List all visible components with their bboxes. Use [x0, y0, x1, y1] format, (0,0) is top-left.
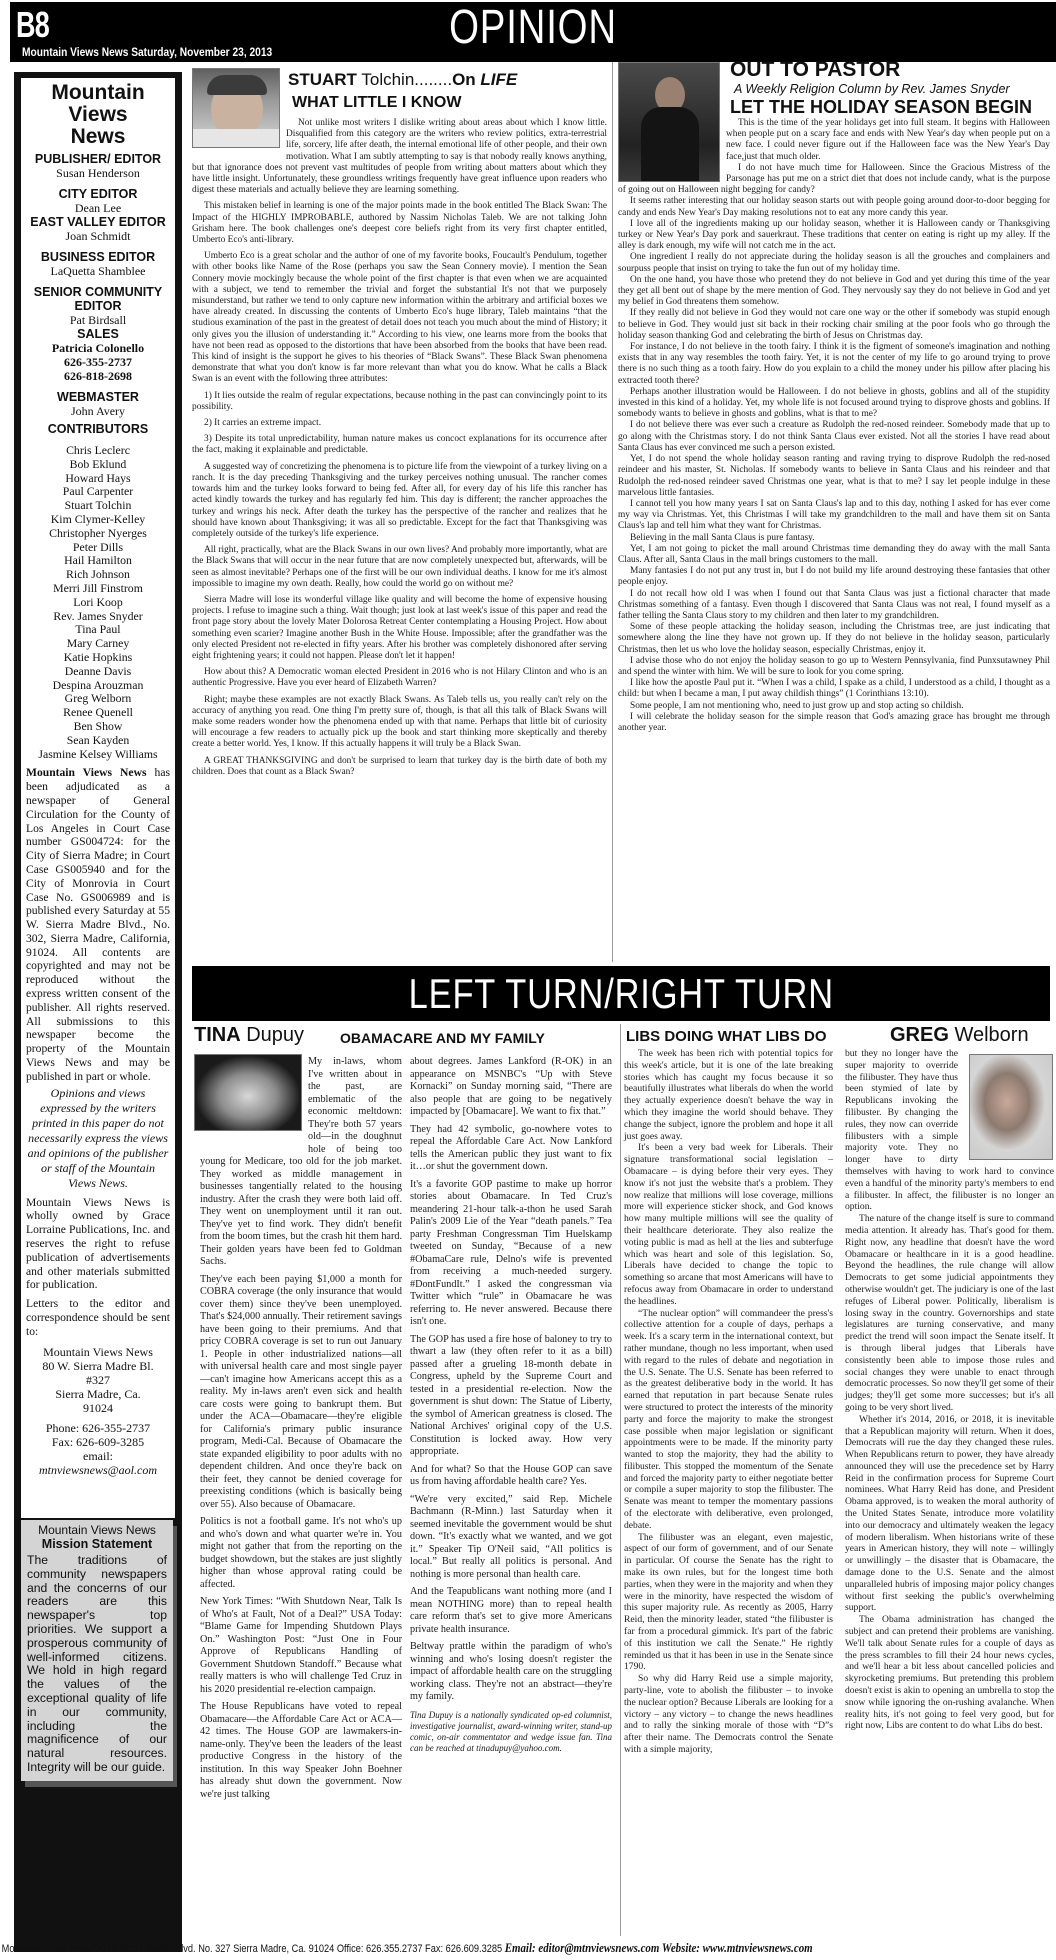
- email-link[interactable]: mtnviewsnews@aol.com: [38, 1462, 158, 1477]
- contributor: Peter Dills: [72, 539, 124, 554]
- contributor: Ben Show: [73, 718, 123, 733]
- adjudication-notice: Mountain Views News has been adjudicated as a newspaper of General Circulation for the County of Los Angeles in Court Case number GS004724: for the City of Sierra Madre; in Court Case GS005940 and for the City of Monrovia in Court Case No. GS006989 and is published every Saturday at 55 W. Sierra Madre Blvd., No. 302, Sierra Madre, California, 91024. All contents are copyrighted and may not be reproduced without the express written consent of the publisher. All rights reserved. All submissions to this newspaper become the property of the Mountain Views News and may be published in part or whole.: [26, 766, 170, 1083]
- article-body: [200, 1056, 612, 1806]
- column-kicker: OUT TO PASTOR: [730, 58, 901, 81]
- author-photo-dupuy: [194, 1054, 302, 1131]
- contributor: Deanne Davis: [64, 663, 132, 678]
- contributor: Tina Paul: [75, 622, 121, 637]
- contributor: Paul Carpenter: [62, 484, 134, 499]
- dateline: Mountain Views News Saturday, November 23, 2013: [22, 45, 273, 59]
- footer-contact-info: Mountain Views News 80 W Sierra Madre Blvd. No. 327 Sierra Madre, Ca. 91024 Office: 626.355.2737 Fax: 626.609.3285: [1, 1943, 505, 1955]
- headline: LIBS DOING WHAT LIBS DO: [626, 1028, 827, 1045]
- article-column: about degrees. James Lankford (R-OK) in an appearance on MSNBC's “Up with Steve Kornacki” on Sunday morning said, “There are also people that are going to be negatively impacted by [Obamacare]. We want to fix that.” They had 42 symbolic, go-nowhere votes to repeal the Affordable Care Act. Now Lankford tells the American public they just want to fix it…or shut the government down. It's a favorite GOP pastime to make up horror stories about Obamacare. In Ted Cruz's meandering 21-hour talk-a-thon he used Sarah Palin's 2009 Lie of the Year “death panels.” Tea party Freshman Congressman Tim Huelskamp tweeted on Sunday, “Because of a new #ObamaCare rule, Delno's wife is prevented from receiving a much-needed surgery. #DontFundIt.” I asked the congressman via Twitter which “rule” in Obamacare he was referring to. He never answered. Because there isn't one. The GOP has used a fire hose of baloney to try to thwart a law (they often refer to it as a bill) passed after a grueling 18-month debate in Congress, upheld by the Supreme Court and tested in a presidential re-election. Now the government is shut down: The Statue of Liberty, the symbol of American greatness is closed. The National Archives' original copy of the U.S. Constitution is locked away. How very appropriate. And for what? So that the House GOP can save us from having affordable health care? Yes. “We're very excited,” said Rep. Michele Bachmann (R-Minn.) last Saturday when it seemed inevitable the government would be shut down. “It's exactly what we wanted, and we got it.” Speaker Tip O'Neil said, “All politics is local.” But really all politics is personal. And nothing is more personal than health care. And the Teapublicans want nothing more (and I mean NOTHING more) than to repeal health care reform that's set to give more Americans private health insurance. Beltway prattle within the paradigm of who's winning and who's losing doesn't register the impact of affordable health care on the struggling working class. They're not an abstract—they're my family. Tina Dupuy is a nationally syndicated op-ed columnist, investigative journalist, award-winning writer, stand-up comic, on-air commentator and wedge issue fan. Tina can be reached at tinadupuy@yahoo.com.: [410, 1056, 612, 1754]
- mailing-address: Mountain Views News 80 W. Sierra Madre Bl. #327 Sierra Madre, Ca. 91024: [42, 1344, 154, 1415]
- contributor: Bob Eklund: [69, 456, 127, 471]
- mission-statement: Mountain Views News Mission Statement The traditions of community newspapers and the concerns of our readers are this newspaper's top priorities. We support a prosperous community of well-informed citizens. We hold in high regard the values of the exceptional quality of life in our community, including the magnificence of our natural resources. Integrity will be our guide.: [21, 1520, 173, 1781]
- byline: TINA Dupuy: [194, 1024, 305, 1046]
- contributors-heading: CONTRIBUTORS: [47, 422, 149, 436]
- contributor: Stuart Tolchin: [64, 498, 132, 513]
- contributor: Kim Clymer-Kelley: [50, 511, 146, 526]
- phone: Phone: 626-355-2737: [45, 1420, 151, 1435]
- contributor: Greg Welborn: [64, 691, 132, 706]
- column-tagline: A Weekly Religion Column by Rev. James Snyder: [734, 82, 1010, 96]
- contributor: Lori Koop: [73, 594, 123, 609]
- contact-info: Phone: 626-355-2737 Fax: 626-609-3285 email: mtnviewsnews@aol.com: [26, 1421, 170, 1477]
- contributor: Hail Hamilton: [64, 553, 132, 568]
- role-webmaster: WEBMASTER: [57, 390, 139, 404]
- headline: WHAT LITTLE I KNOW: [292, 94, 462, 111]
- contributor: Rich Johnson: [66, 567, 130, 582]
- staff-name: John Avery: [70, 404, 126, 418]
- author-photo-welborn: [969, 1054, 1053, 1160]
- section-title: OPINION: [449, 1, 617, 54]
- role-sales: SALES: [77, 327, 119, 341]
- staff-name: Dean Lee: [74, 201, 122, 215]
- fax: Fax: 626-609-3285: [51, 1434, 145, 1449]
- article-column: but they no longer have the super majority to override the filibuster. They have thus been stymied of late by Republicans invoking the filibuster. By changing the rules, they now can override filibusters with a simple majority vote. They no longer have to dirty themselves with having to work hard to convince even a handful of the minority party's members to end a filibuster. In affect, the filibuster is no longer an option. The nature of the change itself is sure to command media attention. It already has. That's good for them. Right now, any headline that doesn't have the word Obamacare or healthcare in it is a good headline. Beyond the headlines, the rule change will allow Democrats to get some judicial appointments they otherwise wouldn't get. The judiciary is one of the last refuges of Liberal power. Politically, liberalism is losing sway in the country. Governorships and state legislatures are turning conservative, and many predict the trend will soon impact the Senate itself. It is through liberal judges that Liberals have consistently been able to impose those rules and social changes they were unable to enact through democratic processes. So now they'll get some of their judges; they'll get some more successes; but it's all going to be very short lived. Whether it's 2014, 2016, or 2018, it is inevitable that a Republican majority will return. When it does, Democrats will rue the day they changed these rules. When Republicans return to power, they have already announced they will use the precedence set by Harry Reid in the confirmation process for Supreme Court nominees. What Harry Reid has done, and President Obama approved, is to weaken the moral authority of the United States Senate, introduce more volatility into our democracy and ultimately weaken the legacy of modern liberalism. When historians write of these years in American history, they will note – willingly or unwillingly – the disaster that is Obamacare, the damage done to the U.S. Senate and the almost unparalleled hubris of imposing major policy changes without first seeking the public's overwhelming support. The Obama administration has changed the subject and can pretend their problems are vanishing. We'll talk about Senate rules for a couple of days as the press scrambles to fill their 24 hour news cycles, and we'll hear a bit less about cancelled policies and skyrocketing premiums. But pretending this problem doesn't exist is akin to opening an umbrella to stop the snow while ignoring the on-rushing avalanche. When reality hits, it's not going to feel very good, but for right now, Libs are content to do what Libs do best.: [845, 1048, 1054, 1732]
- contributor: Rev. James Snyder: [53, 608, 143, 623]
- headline: OBAMACARE AND MY FAMILY: [340, 1030, 545, 1046]
- contributor: Jasmine Kelsey Williams: [38, 746, 158, 761]
- article-body: Not unlike most writers I dislike writing about areas about which I know little. Disqualified from this category are the writers who review politics, extra-terrestrial life, sorcery, life after death, the internal emotional life of other people, and their own motivation. What I am subtly attempting to say is that nobody really knows anything, but that ignorance does not prevent vast multitudes of people from writing about matters about which they have little insight. Unfortunately, these groundless writings frequently have great influence upon readers who digest these materials and actually believe they are learning something. This mistaken belief in learning is one of the major points made in the book entitled The Black Swan: The Impact of the HIGHLY IMPROBABLE, authored by Nassim Nicholas Taleb. We are not talking John Grisham here. The book challenges one's deepest core beliefs right from its very first chapter entitled, Umberto Eco's anti-library. Umberto Eco is a great scholar and the author of one of my favorite books, Foucault's Pendulum, together with other books like Name of the Rose (perhaps you saw the Sean Connery movie). I mention the Sean Connery movie mockingly because the whole point of the first chapter is that even when we are acquainted with a subject, we tend to remember the trivial and forget the substantial It's not that we purposely misunderstand, but rather we tend to only capture new information within the arbitrary and artificial boxes we have already created. In discussing the contents of Umberto Eco's huge library, Taleb maintains “that the studious examination of the past in the greatest of detail does not teach you much about the mind of History; it only gives you the illusion of understanding it.” According to his view, one learns more from the books that have not been read as opposed to the distortions that have been absorbed from the books that have been read. This kind of insight is the support he gives to his theories of “Black Swans”. These Black Swan phenomena demonstrate that what you don't know is far more relevant than what you do know. What he calls a Black Swan is an event with the following three attributes: 1) It lies outside the realm of regular expectations, because nothing in the past can convincingly point to its possibility. 2) It carries an extreme impact. 3) Despite its total unpredictability, human nature makes us concoct explanations for its occurrence after the fact, making it explainable and predictable. A suggested way of concretizing the phenomena is to picture life from the viewpoint of a turkey living on a ranch. It is the day preceding Thanksgiving and the turkey perceives nothing unusual. The rancher comes towards him and the turkey looks forward to being fed. After all, for every day of his life this rancher has acted kindly towards the turkey and has regularly fed him. This day is different; the rancher approaches the turkey and wrings his neck. After death the turkey has the perspective of the rancher and realizes that he should have known about Thanksgiving; it was all so predictable. Except for the fact that Thanksgiving was completely outside of the turkey's life experience. All right, practically, what are the Black Swans in our own lives? And probably more importantly, what are the Black Swans that will occur in the near future that are now completely unexpected but, afterwards, will be seen as almost inevitable? Perhaps one of the first will be our own individual deaths. I know for me it's almost impossible to imagine my own death. Really, how could the world go on without me? Sierra Madre will lose its wonderful village like quality and will become the home of expensive housing projects. I refuse to imagine such a thing. Wait though; just look at last week's issue of this paper and read the front page story about the lovely Mater Dolorosa Retreat Center contemplating a Housing Project. How about something even scarier? Imagine another Bush in the White House. Impossible; after the grandfather was the only elected President not re-elected in fifty years. After his brother was completely dishonored after serving eight frightening years; it could not happen. Please don't let it happen! How about this? A Democratic woman elected President in 2016 who is not Hilary Clinton and who is an authentic Progressive. Have you ever heard of Elizabeth Warren? Right; maybe these examples are not exactly Black Swans. As Taleb tells us, you really can't rely on the accuracy of anything you read. One thing I'm pretty sure of, though, is that all this talk of Black Swans will make some readers wonder how the phenomena ended up with that name. Perhaps that little bit of curiosity will encourage a few readers to actually pick up the book and start thinking more skeptically and thereby create a better world. Yes, I know. If this actually happens it will truly be a Black Swan. A GREAT THANKSGIVING and don't be surprised to learn that turkey day is the birth date of both my children. Does that count as a Black Swan?: [192, 118, 607, 777]
- left-turn-right-turn-banner: LEFT TURN/RIGHT TURN: [192, 966, 1050, 1021]
- role-city-editor: CITY EDITOR: [58, 187, 138, 201]
- column-divider: [612, 62, 613, 962]
- page-footer: [0, 1940, 1056, 1960]
- staff-name: Pat Birdsall: [69, 313, 127, 327]
- staff-box: [21, 78, 175, 1518]
- role-business-editor: BUSINESS EDITOR: [40, 250, 156, 264]
- staff-name: Joan Schmidt: [65, 229, 131, 243]
- contributor: Mary Carney: [66, 636, 130, 651]
- byline: STUART Tolchin........On LIFE: [288, 70, 518, 89]
- contributor: Merri Jill Finstrom: [53, 580, 143, 595]
- article-column: My in-laws, whom I've written about in the past, are emblematic of the economic meltdown: They're both 57 years old—in the doughnut hole of being too young for Medicare, too old for the job market. They worked as middle management in businesses tangentially related to the housing industry. After the crash they were both laid off. They went on unemployment until it ran out. They've yet to find work. They didn't benefit from the boom times, but the crash hit them hard. Their golden years have been fed to Goldman Sachs. They've each been paying $1,000 a month for COBRA coverage (the only insurance that would cover them) since they've been unemployed. That's $24,000 annually. Their retirement savings have been going to their premiums. And that pricy COBRA coverage is set to run out January 1. People in other industrialized nations—all with universal health care and most single payer—can't imagine how Americans accept this as a reality. My in-laws aren't even sick and health care costs were going to bankrupt them. But under the ACA—Obamacare—they're eligible for California's primary public insurance program, Medi-Cal. Because of Obamacare the state expanded eligibility to poor adults with no dependent children. And once they're back on their feet, they cannot be denied coverage for preexisting conditions (which is basically being over 55). Also because of Obamacare. Politics is not a football game. It's not who's up and who's down and what quarter we're in. You might not gather that from the reporting on the budget showdown, but the stakes are just slightly higher than whose approval rating could be affected. New York Times: “With Shutdown Near, Talk Is of Who's at Fault, Not of a Deal?” USA Today: “Blame Game for Impending Shutdown Plays On.” Washington Post: “Just One in Four Approve of Republicans Handling of Government Shutdown Standoff.” Because what really matters is who will challenge Ted Cruz in his 2020 presidential re-election campaign. The House Republicans have voted to repeal Obamacare—the Affordable Care Act or ACA—42 times. The House GOP are lawmakers-in-name-only. They've been the leaders of the least productive Congress in the history of the institution. In this way Speaker John Boehner has already shut down the government. Now we're just talking: [200, 1056, 402, 1800]
- staff-name: Patricia Colonello: [51, 341, 145, 355]
- sales-phone: 626-355-2737: [64, 355, 132, 369]
- contributor: Renee Quenell: [63, 705, 133, 720]
- author-bio: Tina Dupuy is a nationally syndicated op-ed columnist, investigative journalist, award-winning writer, stand-up comic, on-air commentator and wedge issue fan. Tina can be reached at tinadupuy@yahoo.com.: [410, 1709, 612, 1754]
- sales-phone: 626-818-2698: [64, 369, 132, 383]
- contributor: Katie Hopkins: [63, 649, 133, 664]
- ownership-notice: Mountain Views News is wholly owned by Grace Lorraine Publications, Inc. and reserves the right to refuse publication of advertisements and other materials submitted for publication.: [26, 1195, 170, 1292]
- headline: LET THE HOLIDAY SEASON BEGIN: [730, 97, 1033, 117]
- role-east-valley-editor: EAST VALLEY EDITOR: [30, 215, 166, 229]
- staff-name: Susan Henderson: [56, 166, 140, 180]
- staff-name: LaQuetta Shamblee: [50, 264, 146, 278]
- footer-email-website[interactable]: Email: editor@mtnviewsnews.com Website: www.mtnviewsnews.com: [504, 1940, 813, 1955]
- role-publisher: PUBLISHER/ EDITOR: [34, 152, 162, 166]
- contributors-list: [26, 444, 170, 761]
- masthead: [10, 2, 1056, 62]
- article-body: This is the time of the year holidays get into full steam. It begins with Halloween when people put on a scary face and ends with New Year's day when people put on a new face. I could never figure out if the Halloween face was the New Year's Day face,just that much older. I do not have much time for Halloween. Since the Gracious Mistress of the Parsonage has put me on a strict diet that does not include candy, what is the purpose of going out on Halloween night begging for candy? It seems rather interesting that our holiday season starts out with people going around door-to-door begging for candy and ends New Year's Day making resolutions not to eat any more candy this year. I love all of the ingredients making up our holiday season, whether it is Halloween candy or Thanksgiving turkey or New Year's Day pork and sauerkraut. These traditions that center on eating is right up my alley. If the alley is dark enough, my wife will not catch me in the act. One ingredient I really do not appreciate during the holiday season is all the grouches and complainers and sourpuss people that insist on trying to take the fun out of my holiday time. On the one hand, you have those who pretend they do not believe in God and yet during this time of the year they get all bent out of shape by the mere mention of God. They nervously say they do not believe in God and yet my belief in God threatens them somehow. If they really did not believe in God they would not care one way or the other if somebody was stupid enough to believe in God. They would just sit back in their rocking chair smiling at the poor fools who go through the holiday season thanking God and celebrating the birth of Jesus on Christmas day. For instance, I do not believe in the tooth fairy. I think it is the figment of someone's imagination and nothing exists that in any way resembles the tooth fairy. Yet, it is not the center of my life to go around trying to prove there is no such thing as a tooth fairy. How do you explain to a child the money under his pillow after placing his extracted tooth there? Perhaps another illustration would be Halloween. I do not believe in ghosts, goblins and all of the stupidity invested in this kind of a holiday. Yet, my whole life is not focused around trying to disprove ghosts and goblins. If somebody wants to believe in ghosts and goblins, what is that to me? I do not believe there was ever such a creature as Rudolph the red-nosed reindeer. Somebody made that up to go along with the Christmas story. I do not think Santa Claus ever existed. Not all the stories I have read about Santa Claus has ever convinced me such a person existed. Yet, I do not spend the whole holiday season ranting and raving trying to disprove Rudolph the red-nosed reindeer and his master, St. Nicholas. If somebody wants to believe in Santa Claus and his reindeer and that Rudolph the red-nosed reindeer saved Christmas one year, what is that to me? I say let people indulge in these marvelous little fantasies. I cannot tell you how many years I sat on Santa Claus's lap and to this day, nothing I asked for has ever come my way via Christmas. Yet, this Christmas I will take my grandchildren to the mall and have them sit on Santa Claus's lap and tell him what they want for Christmas. Believing in the mall Santa Claus is pure fantasy. Yet, I am not going to picket the mall around Christmas time demanding they do away with the mall Santa Claus. After all, Santa Claus in the mall brings customers to the mall. Many fantasies I do not put any trust in, but I do not build my life around destroying these fantasies that other people enjoy. I do not recall how old I was when I found out that Santa Claus was just a fictional character that made Christmas something of a fantasy. Even though I discovered that Santa Claus was not real, I found myself as a father telling the Santa Claus story to my children and then later to my grandchildren. Some of these people attacking the holiday season, including the Christmas tree, are just indicating that somewhere along the line they have not grown up. If they do not believe in the holiday season, particularly Christmas, then let us who love the holiday season, especially Christmas, enjoy it. I advise those who do not enjoy the holiday season to go up to Western Pennsylvania, find Punxsutawney Phil and spend the winter with him. We will be sure to look for you come spring. I like how the apostle Paul put it. “When I was a child, I spake as a child, I understood as a child, I thought as a child: but when I became a man, I put away childish things” (1 Corinthians 13:10). Some people, I am not mentioning who, need to just grow up and stop acting so childish. I will celebrate the holiday season for the simple reason that God's amazing grace has brought me through another year.: [618, 118, 1050, 733]
- article-column: The week has been rich with potential topics for this week's article, but it is one of the late breaking stories which has caught my focus because it so beautifully illustrates what liberals do when the world they actually experience doesn't behave the way in which they imagine the world should behave. They change the subject, ignore the problem and hope it all just goes away. It's been a very bad week for Liberals. Their signature transformational social legislation – Obamacare – is dying before their very eyes. They know it's not just the website that's a problem. They now realize that millions will lose coverage, millions more will experience sticker shock, and God knows how many multiple millions will see the quality of their healthcare deteriorate. They also realize the voting public is mad as hell at the lies and subterfuge which was heart and sole of this legislation. So, Liberals have decided to change the topic to something so arcane that most Americans will have to refocus away from Obamacare in order to understand the headlines. “The nuclear option” will commandeer the press's collective attention for a couple of days, perhaps a week. It's a scary term in the international context, but rather mundane, though no less important, when used with regard to the rules of debate and negotiation in the U.S. Senate. The U.S. Senate has been referred to as the greatest deliberative body in the world. It has earned that reputation in part because Senate rules were structured to protect the interests of the minority party and force the majority to make the strongest case possible when major legislation or significant appointments were to be made. If the minority party wanted to stop the majority, they had the ability to filibuster. This stopped the momentum of the Senate and forced the majority party to either negotiate better or compile a super majority to stop the filibuster. The Senate was meant to temper the momentary passions of the electorate with deliberative, even prolonged, debate. The filibuster was an elegant, even majestic, aspect of our form of government, and of our Senate in particular. Of course the Senate has the right to make its own rules, but for the longest time both parties, when they were in the majority and when they were in the minority, have respected the wisdom of this super majority rule. As recently as 2005, Harry Reid, then the minority leader, stated “the filibuster is far from a procedural gimmick. It's part of the fabric of this institution we call the Senate.” He rightly reminded us that it has been in use in the Senate since 1790. So why did Harry Reid use a simple majority, party-line, vote to abolish the filibuster – to invoke the nuclear option? Because Liberals are looking for a victory – any victory – to change the news headlines and to rally the sinking morale of those with “D”s after their name. The Democrats control the Senate with a simple majority,: [624, 1048, 833, 1756]
- contributor: Christopher Nyerges: [49, 525, 147, 540]
- contributor: Sean Kayden: [66, 732, 130, 747]
- column-divider: [620, 1024, 621, 1936]
- role-senior-community-editor: SENIOR COMMUNITY EDITOR: [33, 285, 163, 313]
- staff-sidebar: [14, 72, 182, 1952]
- contributor: Despina Arouzman: [52, 677, 144, 692]
- page-number: B8: [16, 4, 50, 45]
- opinion-disclaimer: Opinions and views expressed by the writers printed in this paper do not necessarily express the views and opinions of the publisher or staff of the Mountain Views News.: [27, 1085, 169, 1190]
- byline: GREG Welborn: [890, 1024, 1029, 1046]
- paper-name: Mountain Views News: [51, 81, 145, 148]
- contributor: Howard Hays: [65, 470, 131, 485]
- letters-notice: Letters to the editor and correspondence should be sent to:: [26, 1297, 170, 1338]
- contributor: Chris Leclerc: [66, 443, 130, 457]
